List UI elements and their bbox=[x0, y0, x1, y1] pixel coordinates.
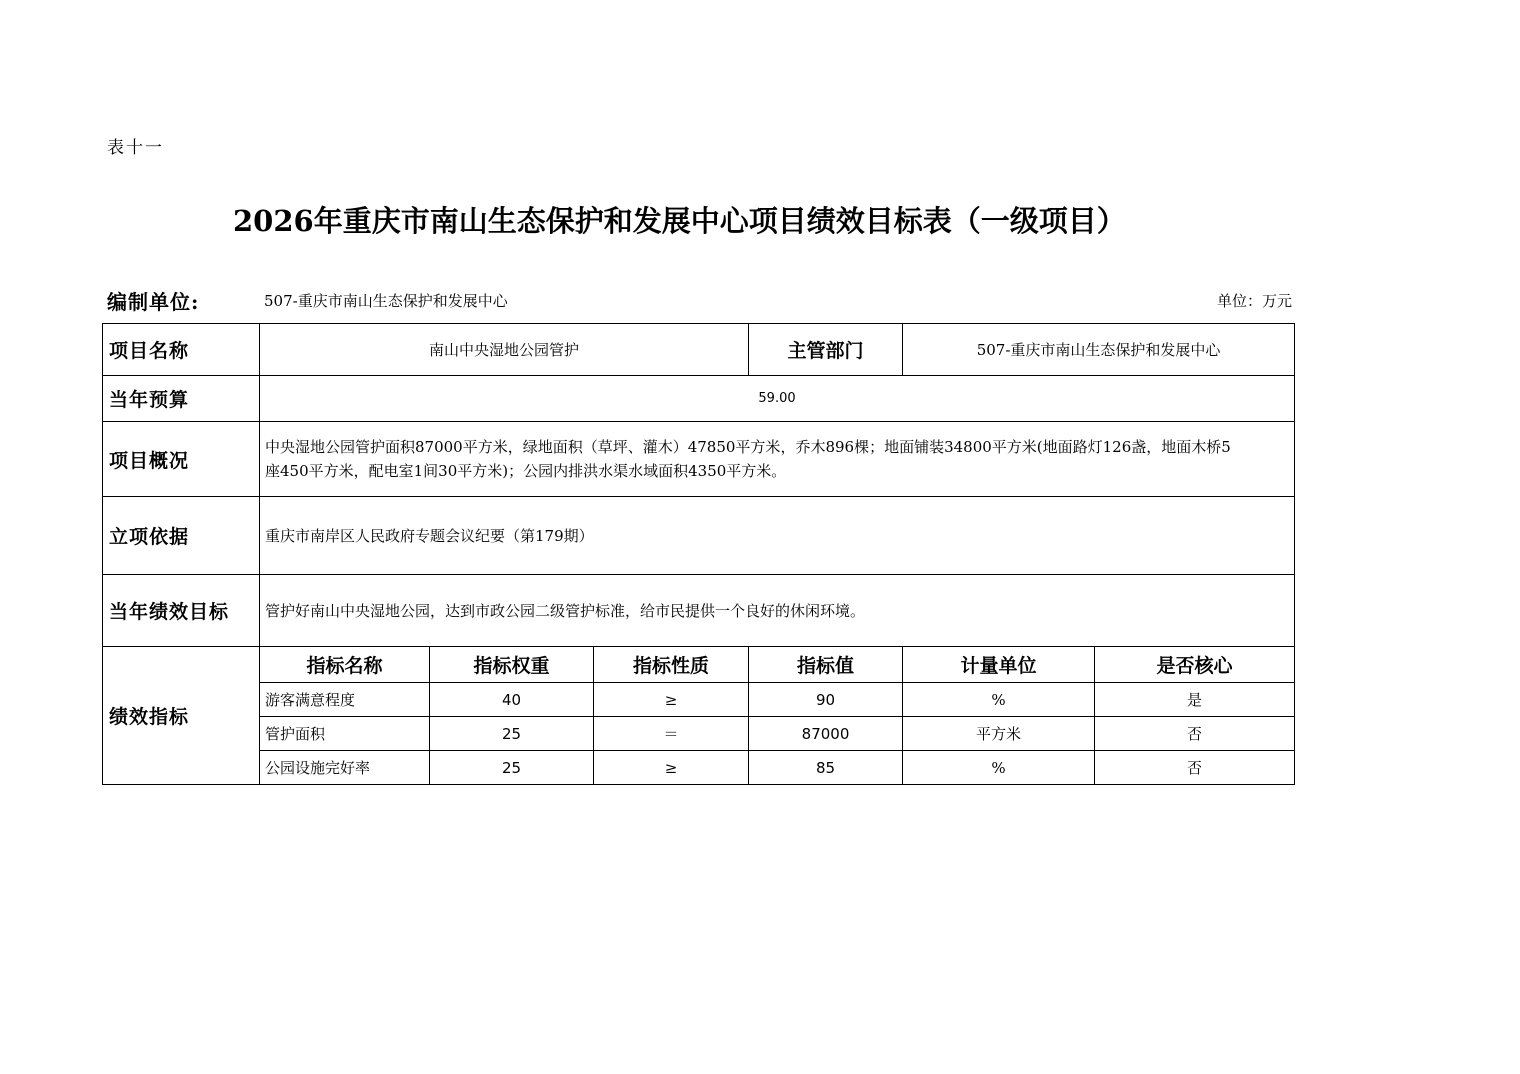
header-indicator-name: 指标名称 bbox=[260, 647, 430, 683]
indicator-header-row bbox=[103, 647, 1295, 683]
indicator-name: 管护面积 bbox=[260, 717, 430, 751]
indicator-unit: % bbox=[903, 683, 1095, 717]
header-indicator-nature: 指标性质 bbox=[594, 647, 749, 683]
table-row bbox=[103, 376, 1295, 422]
table-row bbox=[103, 717, 1295, 751]
page-title: 2026年重庆市南山生态保护和发展中心项目绩效目标表（一级项目） bbox=[233, 204, 1126, 238]
indicator-name: 游客满意程度 bbox=[260, 683, 430, 717]
org-unit-row bbox=[107, 286, 1294, 316]
table-row bbox=[103, 422, 1295, 497]
indicator-nature: ≥ bbox=[594, 683, 749, 717]
table-row bbox=[103, 575, 1295, 647]
indicators-label: 绩效指标 bbox=[103, 647, 260, 785]
indicator-unit: % bbox=[903, 751, 1095, 785]
table-row bbox=[103, 324, 1295, 376]
performance-table bbox=[102, 323, 1295, 785]
indicator-is-core: 否 bbox=[1095, 717, 1295, 751]
indicator-weight: 25 bbox=[430, 717, 594, 751]
basis-value: 重庆市南岸区人民政府专题会议纪要（第179期） bbox=[260, 497, 1295, 575]
project-name-label: 项目名称 bbox=[103, 324, 260, 376]
indicator-nature: ≥ bbox=[594, 751, 749, 785]
money-unit-label: 单位：万元 bbox=[1216, 292, 1292, 310]
indicator-value: 87000 bbox=[749, 717, 903, 751]
overview-label: 项目概况 bbox=[103, 422, 260, 497]
header-indicator-value: 指标值 bbox=[749, 647, 903, 683]
basis-label: 立项依据 bbox=[103, 497, 260, 575]
indicator-weight: 40 bbox=[430, 683, 594, 717]
overview-value: 中央湿地公园管护面积87000平方米，绿地面积（草坪、灌木）47850平方米，乔木896棵；地面铺装34800平方米(地面路灯126盏，地面木桥5座450平方米，配电室1间30平方米)；公园内排洪水渠水域面积4350平方米。 bbox=[260, 422, 1295, 497]
indicator-value: 85 bbox=[749, 751, 903, 785]
indicator-weight: 25 bbox=[430, 751, 594, 785]
indicator-is-core: 否 bbox=[1095, 751, 1295, 785]
header-indicator-weight: 指标权重 bbox=[430, 647, 594, 683]
budget-value: 59.00 bbox=[260, 376, 1295, 422]
goal-label: 当年绩效目标 bbox=[103, 575, 260, 647]
indicator-nature: ＝ bbox=[594, 717, 749, 751]
indicator-is-core: 是 bbox=[1095, 683, 1295, 717]
goal-value: 管护好南山中央湿地公园，达到市政公园二级管护标准，给市民提供一个良好的休闲环境。 bbox=[260, 575, 1295, 647]
table-row bbox=[103, 497, 1295, 575]
budget-label: 当年预算 bbox=[103, 376, 260, 422]
table-row bbox=[103, 751, 1295, 785]
table-row bbox=[103, 683, 1295, 717]
indicator-value: 90 bbox=[749, 683, 903, 717]
dept-label: 主管部门 bbox=[749, 324, 903, 376]
org-label: 编制单位: bbox=[107, 290, 200, 314]
project-name-value: 南山中央湿地公园管护 bbox=[260, 324, 749, 376]
table-number-label: 表十一 bbox=[107, 138, 164, 158]
header-measure-unit: 计量单位 bbox=[903, 647, 1095, 683]
header-is-core: 是否核心 bbox=[1095, 647, 1295, 683]
org-value: 507-重庆市南山生态保护和发展中心 bbox=[264, 292, 508, 310]
dept-value: 507-重庆市南山生态保护和发展中心 bbox=[903, 324, 1295, 376]
indicator-name: 公园设施完好率 bbox=[260, 751, 430, 785]
indicator-unit: 平方米 bbox=[903, 717, 1095, 751]
